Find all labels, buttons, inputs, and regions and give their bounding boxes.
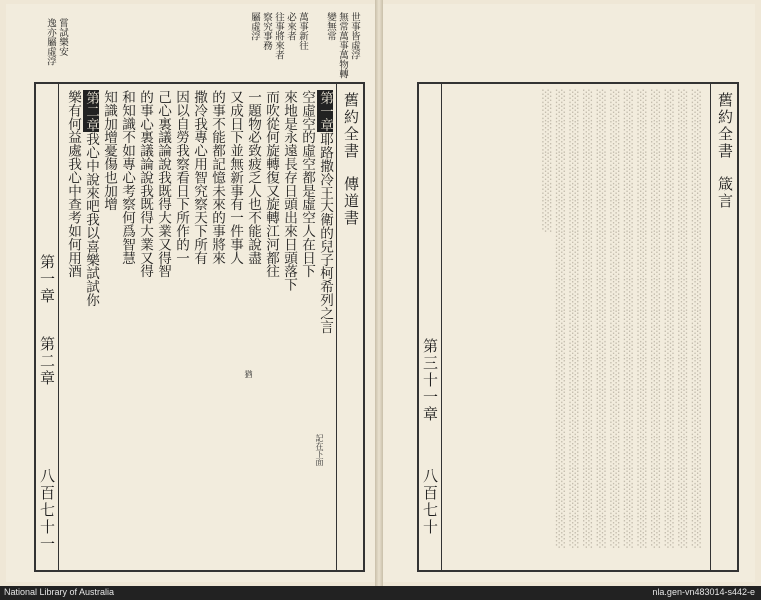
page-number: 八百七十一 (38, 468, 56, 553)
text-column-1: 第一章耶路撒冷王大衛的兒子柯希列之言 (317, 91, 333, 334)
footer-id: nla.gen-vn483014-s442-e (652, 587, 755, 597)
marginalia-2: 無常萬事萬物轉 (337, 12, 348, 79)
text-column-8: 撒冷我專心用智究察天下所有 (191, 90, 207, 265)
chapter-label: 第一章 (38, 254, 56, 305)
text-column-5: 一題物必致疲乏人也不能說盡 (245, 90, 261, 265)
text-column-15: 樂有何益處我心中查考如何用酒 (65, 90, 81, 278)
marginalia-5: 必來者 (285, 12, 296, 41)
bleed-through-text: ░░░░░░░░░░░░░░░░░░░░░░░░░░░░░░░░░░░░░░░░░░░░░░░░░░░░░░░░░░░░░░░░░░░░░░░░░░░░░░░░░░░░░░░░░░░░░░░░░░░░░░░░░░░░░░░░░░░░░░░░░░░░░░░░░░░░░░░░░░░░░░░░░░░░░░░░░░░░░░░░░░░░░░░░░░░░░░░░░░░░░░░░░░░░░░░░░░░░░░░░░░░░░░░░░░░░░░░░░░░░░░░░░░░░░░░░░░░░░░░░░░░░░░░░░░░░░░░░░░░░░░░░░░░░░░░░░░░░░░░░░░░░░░░░░░░░░░░░░░░░░░░░░░░░░░░░░░░░░░░░░░░░░░░░ (539, 90, 705, 549)
book-gutter (375, 0, 383, 586)
text-column-12: 和知識不如專心考察何爲智慧 (119, 90, 135, 265)
archive-footer (0, 586, 761, 600)
text-column-4: 而吹從何旋轉復又旋轉江河都往 (263, 90, 279, 278)
marginalia-6: 往事將來者 (273, 12, 284, 60)
page-number-right: 八百七十 (421, 468, 439, 536)
marginalia-10: 逸亦屬虛浮 (45, 18, 56, 66)
text-column-13: 知識加增憂傷也加增 (101, 90, 117, 211)
chapter-marker-2: 第二章 (83, 91, 99, 132)
book-name-right: 箴言 (716, 176, 734, 210)
running-title: 舊約全書 (342, 92, 360, 160)
text-frame-left (34, 82, 365, 572)
chapter-marker-1: 第一章 (317, 91, 333, 132)
book-name: 傳道書 (342, 176, 360, 227)
chapter-label-right: 第三十一章 (421, 338, 439, 423)
marginalia-7: 察究事務 (261, 12, 272, 50)
marginalia-4: 萬事新往 (297, 12, 308, 50)
running-title-right: 舊約全書 (716, 92, 734, 160)
text-column-3: 來地是永遠長存日頭出來日頭落下 (281, 90, 297, 291)
right-page (383, 4, 755, 582)
footer-credit: National Library of Australia (4, 587, 115, 597)
text-column-10: 己心裏議論說我既得大業又得智 (155, 90, 171, 278)
note-1: 記在下面 (315, 434, 324, 466)
text-column-2: 空虛空的虛空都是虛空人在日下 (299, 90, 315, 278)
text-column-9: 因以自勞我察看日下所作的一 (173, 90, 189, 265)
left-page (6, 4, 375, 582)
marginalia-1: 世事皆虛浮 (349, 12, 360, 60)
marginalia-8: 屬虛浮 (249, 12, 260, 41)
chapter-label-2: 第二章 (38, 336, 56, 387)
marginalia-3: 變無常 (325, 12, 336, 41)
text-column-7: 的事不能都記憶未來的事將來 (209, 90, 225, 265)
marginalia-9: 嘗試樂安 (57, 18, 68, 56)
text-frame-right (417, 82, 739, 572)
text-column-6: 又成日下並無新事有一件事人 (227, 90, 243, 265)
text-column-14: 第二章我心中說來吧我以喜樂試試你 (83, 91, 99, 307)
note-2: 猶 (244, 370, 253, 378)
text-column-11: 的事心裏議論說我既得大業又得 (137, 90, 153, 278)
